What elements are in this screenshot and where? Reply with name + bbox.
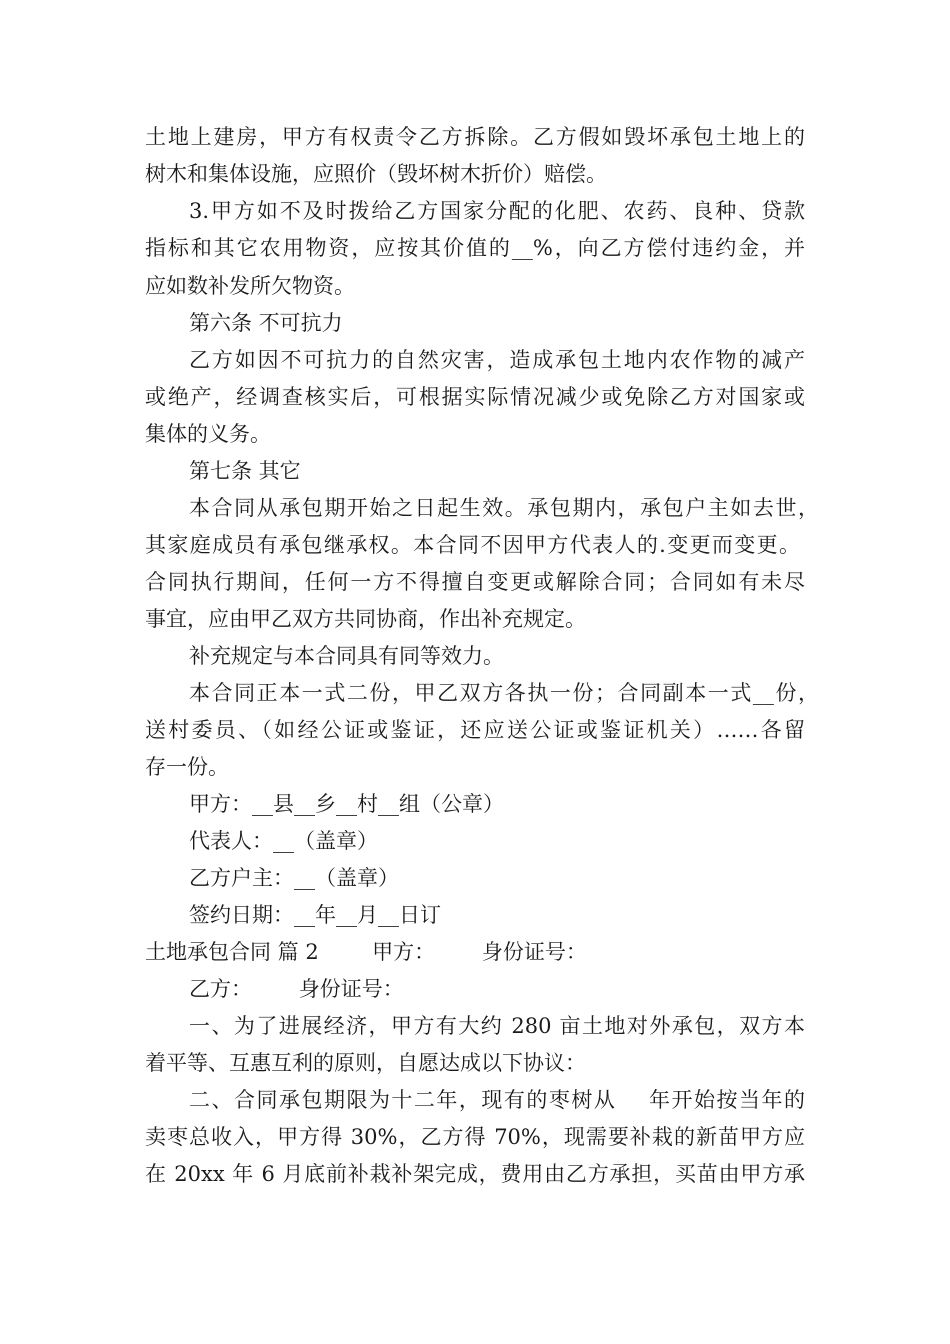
- text-line: 存一份。: [145, 755, 229, 779]
- text-line: 着平等、互惠互利的原则，自愿达成以下协议：: [145, 1051, 586, 1075]
- section-heading: 第七条 其它: [189, 459, 301, 483]
- text-line: 或绝产，经调查核实后，可根据实际情况减少或免除乙方对国家或: [145, 385, 805, 409]
- text-line: 事宜，应由甲乙双方共同协商，作出补充规定。: [145, 607, 586, 631]
- signing-date: 签约日期：__年__月__日订: [189, 903, 441, 927]
- text-line: 指标和其它农用物资，应按其价值的__%，向乙方偿付违约金，并: [145, 236, 805, 260]
- signature-party-b: 乙方户主：__（盖章）: [189, 866, 399, 890]
- text-line: 卖枣总收入，甲方得 30%，乙方得 70%，现需要补栽的新苗甲方应: [145, 1125, 805, 1149]
- text-line: 本合同从承包期开始之日起生效。承包期内，承包户主如去世，: [189, 496, 819, 520]
- text-line: 其家庭成员有承包继承权。本合同不因甲方代表人的.变更而变更。: [145, 533, 800, 557]
- signature-representative: 代表人：__（盖章）: [189, 829, 378, 853]
- text-line: 一、为了进展经济，甲方有大约 280 亩土地对外承包，双方本: [189, 1014, 805, 1038]
- section-heading: 第六条 不可抗力: [189, 311, 343, 335]
- text-line: 在 20xx 年 6 月底前补栽补架完成，费用由乙方承担，买苗由甲方承: [145, 1162, 805, 1186]
- text-line: 乙方如因不可抗力的自然灾害，造成承包土地内农作物的减产: [189, 348, 805, 372]
- text-line: 土地上建房，甲方有权责令乙方拆除。乙方假如毁坏承包土地上的: [145, 125, 805, 149]
- text-line: 3.甲方如不及时拨给乙方国家分配的化肥、农药、良种、贷款: [189, 199, 805, 223]
- text-line: 树木和集体设施，应照价（毁坏树木折价）赔偿。: [145, 162, 607, 186]
- signature-party-a: 甲方：__县__乡__村__组（公章）: [189, 792, 504, 816]
- text-line: 本合同正本一式二份，甲乙双方各执一份；合同副本一式__份，: [189, 681, 819, 705]
- text-line: 应如数补发所欠物资。: [145, 274, 355, 298]
- text-line: 合同执行期间，任何一方不得擅自变更或解除合同；合同如有未尽: [145, 570, 805, 594]
- text-line: 集体的义务。: [145, 422, 271, 446]
- text-line: 二、合同承包期限为十二年，现有的枣树从 年开始按当年的: [189, 1088, 805, 1112]
- contract-title: 土地承包合同 篇 2 甲方： 身份证号：: [145, 940, 587, 964]
- text-line: 补充规定与本合同具有同等效力。: [189, 644, 504, 668]
- party-b-id-line: 乙方： 身份证号：: [189, 977, 404, 1001]
- text-line: 送村委员、（如经公证或鉴证，还应送公证或鉴证机关）……各留: [145, 718, 805, 742]
